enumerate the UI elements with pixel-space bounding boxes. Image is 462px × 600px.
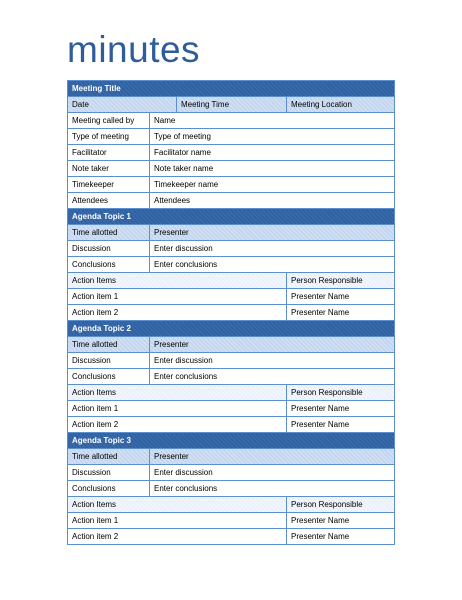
action-items-header: Action Items <box>68 497 287 513</box>
conclusions-label: Conclusions <box>68 481 150 497</box>
info-row-facilitator <box>68 145 395 161</box>
table-row <box>68 529 395 545</box>
info-label: Attendees <box>68 193 150 209</box>
type-of-meeting-field[interactable]: Type of meeting <box>150 129 395 145</box>
agenda-3-action-header-row <box>68 497 395 513</box>
discussion-field[interactable]: Enter discussion <box>150 465 395 481</box>
presenter-field[interactable]: Presenter <box>150 337 395 353</box>
action-item-field[interactable]: Action item 2 <box>68 529 287 545</box>
info-row-called-by <box>68 113 395 129</box>
document-title: minutes <box>67 29 201 70</box>
discussion-field[interactable]: Enter discussion <box>150 241 395 257</box>
date-field[interactable]: Date <box>68 97 177 113</box>
table-row <box>68 417 395 433</box>
person-responsible-field[interactable]: Presenter Name <box>287 529 395 545</box>
person-responsible-field[interactable]: Presenter Name <box>287 401 395 417</box>
action-item-field[interactable]: Action item 1 <box>68 289 287 305</box>
info-row-attendees <box>68 193 395 209</box>
conclusions-label: Conclusions <box>68 369 150 385</box>
info-label: Meeting called by <box>68 113 150 129</box>
time-allotted-field[interactable]: Time allotted <box>68 337 150 353</box>
action-item-field[interactable]: Action item 2 <box>68 417 287 433</box>
meeting-title-field[interactable]: Meeting Title <box>68 81 395 97</box>
person-responsible-field[interactable]: Presenter Name <box>287 513 395 529</box>
info-label: Timekeeper <box>68 177 150 193</box>
agenda-3-conclusions-row <box>68 481 395 497</box>
agenda-2-action-header-row <box>68 385 395 401</box>
time-allotted-field[interactable]: Time allotted <box>68 449 150 465</box>
meeting-title-row <box>68 81 395 97</box>
person-responsible-field[interactable]: Presenter Name <box>287 289 395 305</box>
conclusions-label: Conclusions <box>68 257 150 273</box>
table-row <box>68 305 395 321</box>
table-row <box>68 401 395 417</box>
agenda-topic-3-title[interactable]: Agenda Topic 3 <box>68 433 395 449</box>
meeting-location-field[interactable]: Meeting Location <box>287 97 395 113</box>
person-responsible-header: Person Responsible <box>287 273 395 289</box>
agenda-2-time-row <box>68 337 395 353</box>
meeting-header-row <box>68 97 395 113</box>
agenda-topic-2-header <box>68 321 395 337</box>
person-responsible-field[interactable]: Presenter Name <box>287 417 395 433</box>
table-row <box>68 289 395 305</box>
action-item-field[interactable]: Action item 1 <box>68 513 287 529</box>
timekeeper-field[interactable]: Timekeeper name <box>150 177 395 193</box>
agenda-topic-1-title[interactable]: Agenda Topic 1 <box>68 209 395 225</box>
agenda-3-time-row <box>68 449 395 465</box>
agenda-topic-3-header <box>68 433 395 449</box>
facilitator-field[interactable]: Facilitator name <box>150 145 395 161</box>
minutes-table <box>67 80 395 545</box>
agenda-1-action-header-row <box>68 273 395 289</box>
info-row-type <box>68 129 395 145</box>
agenda-2-conclusions-row <box>68 369 395 385</box>
note-taker-field[interactable]: Note taker name <box>150 161 395 177</box>
discussion-field[interactable]: Enter discussion <box>150 353 395 369</box>
discussion-label: Discussion <box>68 353 150 369</box>
action-items-header: Action Items <box>68 273 287 289</box>
person-responsible-field[interactable]: Presenter Name <box>287 305 395 321</box>
action-items-header: Action Items <box>68 385 287 401</box>
discussion-label: Discussion <box>68 465 150 481</box>
agenda-1-discussion-row <box>68 241 395 257</box>
presenter-field[interactable]: Presenter <box>150 449 395 465</box>
info-label: Type of meeting <box>68 129 150 145</box>
called-by-field[interactable]: Name <box>150 113 395 129</box>
person-responsible-header: Person Responsible <box>287 385 395 401</box>
action-item-field[interactable]: Action item 2 <box>68 305 287 321</box>
agenda-1-conclusions-row <box>68 257 395 273</box>
agenda-1-time-row <box>68 225 395 241</box>
table-row <box>68 513 395 529</box>
info-row-note-taker <box>68 161 395 177</box>
action-item-field[interactable]: Action item 1 <box>68 401 287 417</box>
agenda-topic-2-title[interactable]: Agenda Topic 2 <box>68 321 395 337</box>
info-label: Facilitator <box>68 145 150 161</box>
info-label: Note taker <box>68 161 150 177</box>
info-row-timekeeper <box>68 177 395 193</box>
person-responsible-header: Person Responsible <box>287 497 395 513</box>
time-allotted-field[interactable]: Time allotted <box>68 225 150 241</box>
agenda-topic-1-header <box>68 209 395 225</box>
meeting-time-field[interactable]: Meeting Time <box>177 97 287 113</box>
agenda-2-discussion-row <box>68 353 395 369</box>
conclusions-field[interactable]: Enter conclusions <box>150 369 395 385</box>
presenter-field[interactable]: Presenter <box>150 225 395 241</box>
agenda-3-discussion-row <box>68 465 395 481</box>
discussion-label: Discussion <box>68 241 150 257</box>
conclusions-field[interactable]: Enter conclusions <box>150 257 395 273</box>
conclusions-field[interactable]: Enter conclusions <box>150 481 395 497</box>
attendees-field[interactable]: Attendees <box>150 193 395 209</box>
